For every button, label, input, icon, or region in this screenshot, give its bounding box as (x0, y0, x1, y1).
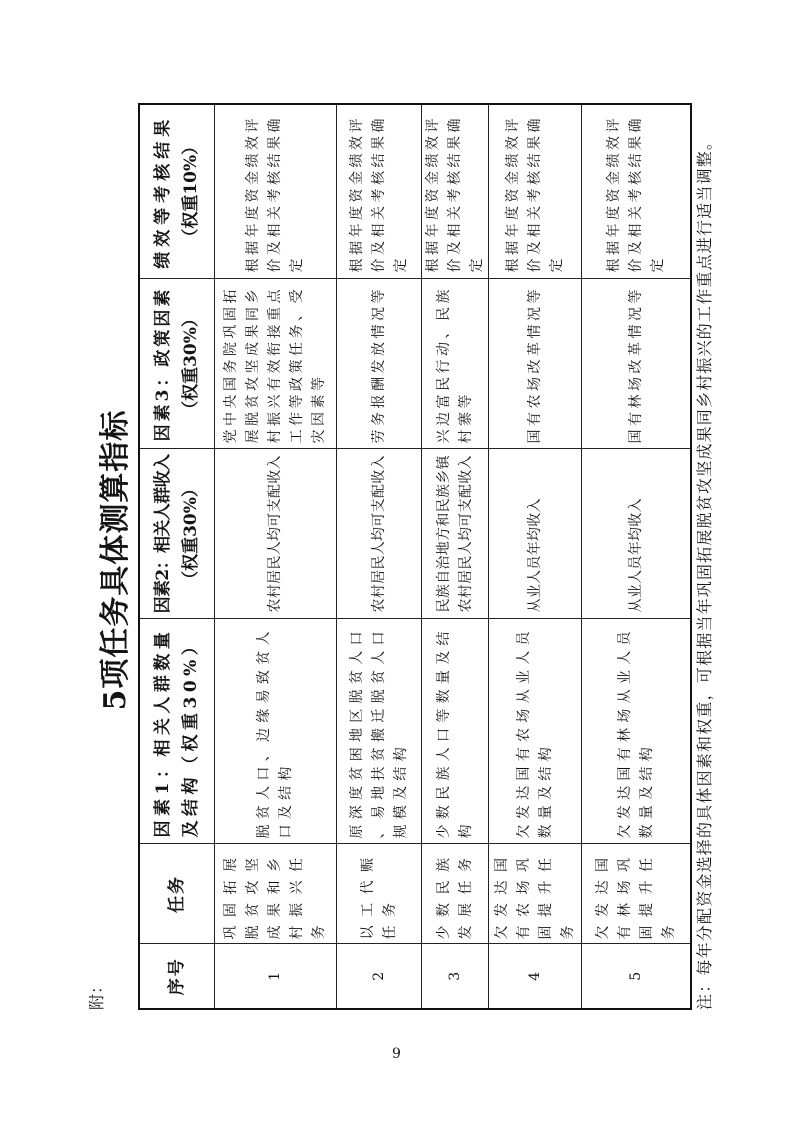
row-index: 3 (421, 944, 488, 1009)
header-factor2 (139, 449, 214, 619)
row-performance: 根据年度资金绩效评价及相关考核结果确定 (581, 104, 691, 279)
row-factor3: 劳务报酬发放情况等 (336, 279, 421, 449)
row-factor1: 少数民族人口等数量及结构 (421, 619, 488, 844)
header-performance (139, 104, 214, 279)
row-performance: 根据年度资金绩效评价及相关考核结果确定 (214, 104, 336, 279)
row-performance: 根据年度资金绩效评价及相关考核结果确定 (421, 104, 488, 279)
row-factor2: 民族自治地方和民族乡镇农村居民人均可支配收入 (421, 449, 488, 619)
table-header-row (139, 104, 214, 1009)
indicator-table (138, 103, 692, 1010)
row-index: 4 (488, 944, 581, 1009)
row-performance: 根据年度资金绩效评价及相关考核结果确定 (488, 104, 581, 279)
landscape-sheet (80, 90, 730, 1030)
row-task: 以工代赈任务 (336, 844, 421, 944)
table-note: 注：每年分配资金选择的具体因素和权重，可根据当年巩固拓展脱贫攻坚成果同乡村振兴的工作重点进行适当调整。 (695, 132, 714, 1010)
header-performance-label: 绩效等考核结果 (152, 114, 173, 269)
header-factor2-weight: （权重30%） (180, 480, 201, 588)
page-number: 9 (392, 1046, 401, 1062)
table-row (488, 104, 581, 1009)
row-factor2: 从业人员年均收入 (581, 449, 691, 619)
row-index: 5 (581, 944, 691, 1009)
row-factor3: 国有农场改革情况等 (488, 279, 581, 449)
table-row (421, 104, 488, 1009)
row-factor1: 欠发达国有林场从业人员数量及结构 (581, 619, 691, 844)
header-factor3-weight: （权重30%） (180, 310, 201, 418)
table-row (581, 104, 691, 1009)
row-factor2: 从业人员年均收入 (488, 449, 581, 619)
row-task: 欠发达国有农场巩固提升任务 (488, 844, 581, 944)
header-index: 序号 (139, 944, 214, 1009)
row-factor1: 脱贫人口、边缘易致贫人口及结构 (214, 619, 336, 844)
table-row (214, 104, 336, 1009)
row-factor1: 欠发达国有农场从业人员数量及结构 (488, 619, 581, 844)
row-factor2: 农村居民人均可支配收入 (336, 449, 421, 619)
header-factor1-label: 因素1：相关人群数量及结构 (152, 627, 201, 838)
row-factor3: 兴边富民行动、民族村寨等 (421, 279, 488, 449)
header-factor2-label: 因素2：相关人群收入 (152, 454, 173, 614)
header-performance-weight: （权重10%） (180, 137, 201, 246)
row-factor3: 国有林场改革情况等 (581, 279, 691, 449)
row-index: 1 (214, 944, 336, 1009)
row-task: 少数民族发展任务 (421, 844, 488, 944)
attachment-label: 附： (87, 977, 106, 1010)
header-factor3-label: 因素3：政策因素 (152, 286, 173, 442)
header-factor3 (139, 279, 214, 449)
row-factor3: 党中央国务院巩固拓展脱贫攻坚成果同乡村振兴有效衔接重点工作等政策任务、受灾因素等 (214, 279, 336, 449)
table-row (336, 104, 421, 1009)
page-title: 5项任务具体测算指标 (98, 409, 133, 711)
row-factor2: 农村居民人均可支配收入 (214, 449, 336, 619)
row-task: 欠发达国有林场巩固提升任务 (581, 844, 691, 944)
header-task: 任务 (139, 844, 214, 944)
header-factor1 (139, 619, 214, 844)
row-factor1: 原深度贫困地区脱贫人口、易地扶贫搬迁脱贫人口规模及结构 (336, 619, 421, 844)
row-performance: 根据年度资金绩效评价及相关考核结果确定 (336, 104, 421, 279)
row-index: 2 (336, 944, 421, 1009)
header-factor1-weight: （权重30%） (180, 633, 201, 773)
row-task: 巩固拓展脱贫攻坚成果和乡村振兴任务 (214, 844, 336, 944)
